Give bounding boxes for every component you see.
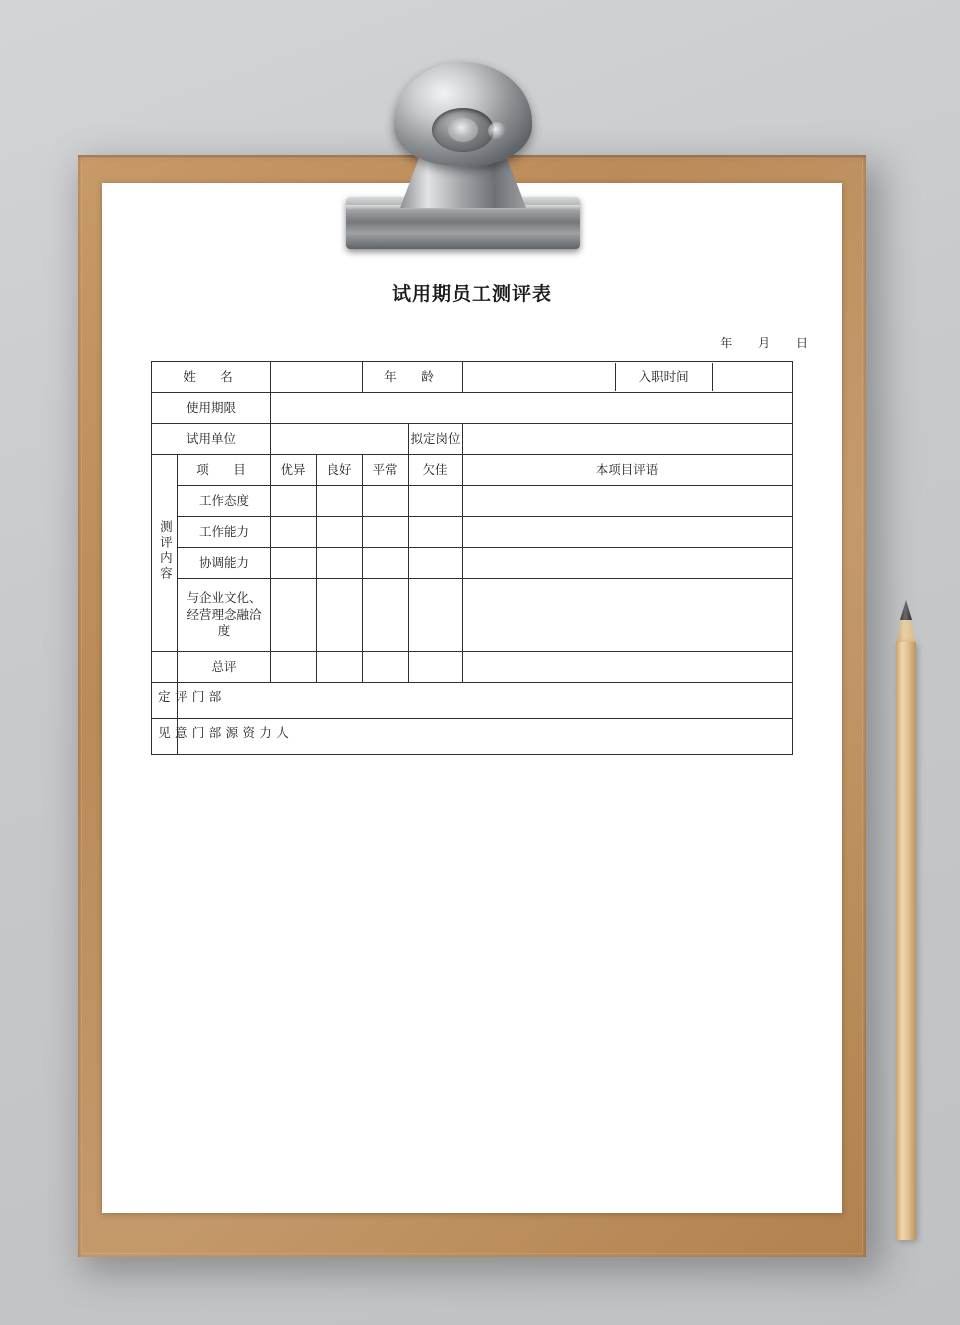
eval-cell-good-3[interactable] [316,548,362,579]
eval-cell-average-4[interactable] [362,579,408,652]
table-row-hr-opinion [152,718,792,754]
eval-cell-excellent-3[interactable] [270,548,316,579]
clip-glint [488,122,506,140]
eval-item-label-1: 工作态度 [178,486,270,517]
eval-cell-comment-1[interactable] [462,486,792,517]
label-name: 姓 名 [152,362,270,393]
eval-cell-excellent-1[interactable] [270,486,316,517]
eval-cell-poor-5[interactable] [408,652,462,683]
header-item: 项 目 [178,455,270,486]
pencil [896,600,916,1240]
field-age-value[interactable] [463,363,616,391]
header-good: 良好 [316,455,362,486]
table-row-basic-2 [152,393,792,424]
eval-cell-poor-4[interactable] [408,579,462,652]
eval-item-label-4: 与企业文化、经营理念融洽度 [178,579,270,652]
field-position-value[interactable] [462,424,792,455]
field-department-review-value[interactable] [178,683,792,719]
clip-hole [448,118,478,142]
table-row-eval-2 [152,517,792,548]
label-department-review-text: 部门评定 [156,690,222,706]
label-age: 年 龄 [362,362,462,393]
table-row-eval-header [152,455,792,486]
header-average: 平常 [362,455,408,486]
eval-cell-good-2[interactable] [316,517,362,548]
pencil-body [896,642,916,1240]
eval-cell-comment-4[interactable] [462,579,792,652]
field-unit-value[interactable] [270,424,408,455]
eval-item-label-2: 工作能力 [178,517,270,548]
label-hr-opinion-text: 人力资源部门意见 [156,726,290,742]
paper-sheet [102,183,842,1213]
eval-cell-excellent-5[interactable] [270,652,316,683]
eval-cell-comment-3[interactable] [462,548,792,579]
eval-cell-excellent-4[interactable] [270,579,316,652]
label-position: 拟定岗位 [408,424,462,455]
eval-cell-average-2[interactable] [362,517,408,548]
date-day-label: 日 [795,336,810,350]
eval-cell-average-5[interactable] [362,652,408,683]
section-label-evaluation [152,455,178,652]
eval-cell-excellent-2[interactable] [270,517,316,548]
eval-item-label-5: 总评 [178,652,270,683]
page-title: 试用期员工测评表 [391,283,552,305]
table-row-basic-1 [152,362,792,393]
eval-cell-good-1[interactable] [316,486,362,517]
header-comment: 本项目评语 [462,455,792,486]
date-line [102,334,810,351]
eval-item-label-3: 协调能力 [178,548,270,579]
table-row-department-review [152,683,792,719]
header-poor: 欠佳 [408,455,462,486]
table-row-eval-total [152,652,792,683]
date-year-label: 年 [720,336,735,350]
eval-cell-average-3[interactable] [362,548,408,579]
clipboard-clip[interactable] [338,52,588,252]
section-label-evaluation-text: 测评内容 [158,519,174,582]
label-unit: 试用单位 [152,424,270,455]
field-name-value[interactable] [270,362,362,393]
eval-cell-average-1[interactable] [362,486,408,517]
field-age-and-entry [462,362,792,393]
label-entry-time: 入职时间 [615,363,712,391]
label-department-review [152,683,222,719]
eval-cell-comment-2[interactable] [462,517,792,548]
eval-cell-poor-3[interactable] [408,548,462,579]
eval-cell-good-4[interactable] [316,579,362,652]
eval-cell-comment-5[interactable] [462,652,792,683]
pencil-lead [900,600,912,620]
evaluation-form-table [151,361,792,755]
header-excellent: 优异 [270,455,316,486]
field-probation-value[interactable] [270,393,792,424]
table-row-eval-1 [152,486,792,517]
label-probation: 使用期限 [152,393,270,424]
eval-cell-good-5[interactable] [316,652,362,683]
table-row-eval-3 [152,548,792,579]
label-hr-opinion [152,718,290,754]
table-row-eval-4 [152,579,792,652]
eval-cell-poor-1[interactable] [408,486,462,517]
field-entry-time-value[interactable] [712,363,791,391]
date-month-label: 月 [758,336,773,350]
eval-cell-poor-2[interactable] [408,517,462,548]
document-body [102,183,842,1213]
table-row-basic-3 [152,424,792,455]
